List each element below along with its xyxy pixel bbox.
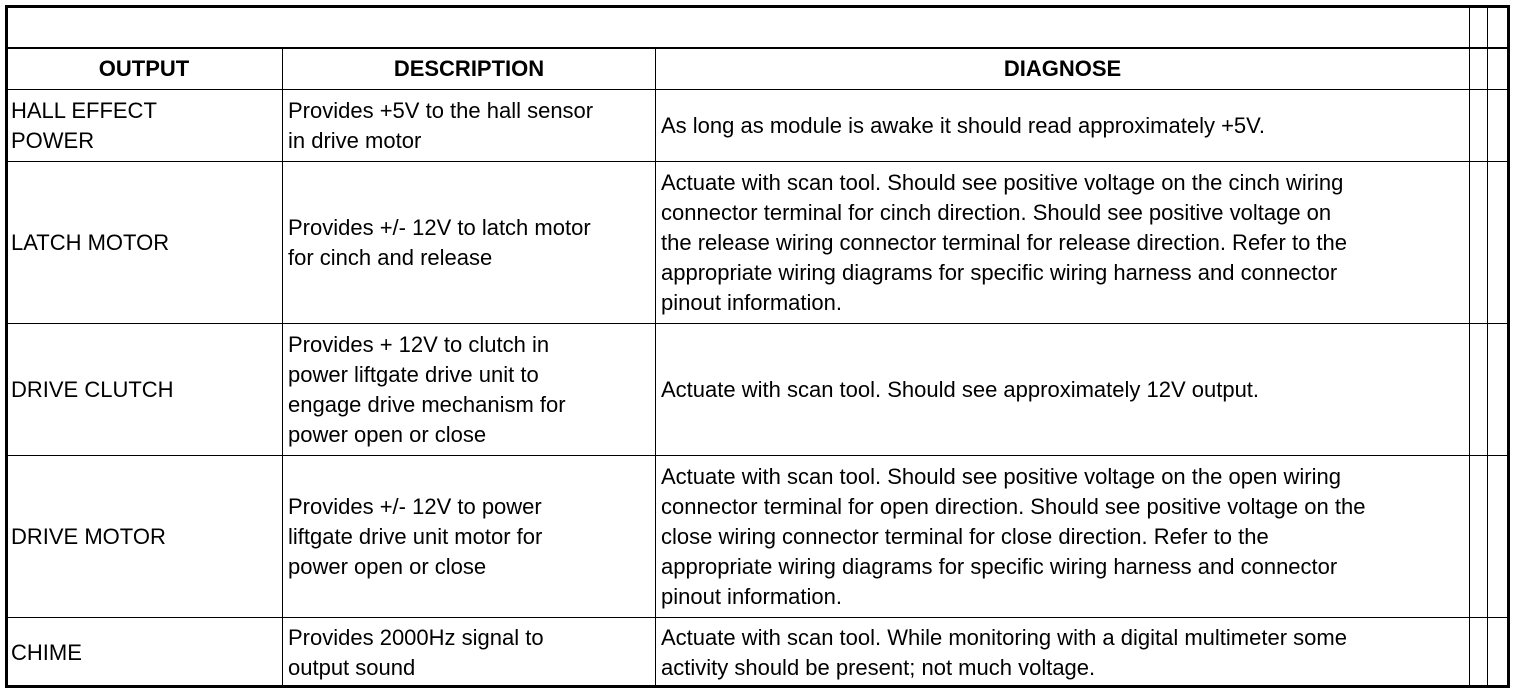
blank-margin-cell <box>1488 49 1508 90</box>
blank-margin-cell <box>1488 324 1508 456</box>
description-cell: Provides +/- 12V to latch motor for cinch and release <box>283 162 656 324</box>
table-row <box>6 456 1508 618</box>
description-cell: Provides + 12V to clutch in power liftgate drive unit to engage drive mechanism for power open or close <box>283 324 656 456</box>
table-row <box>6 90 1508 162</box>
blank-title-band <box>5 5 1507 48</box>
diagnose-cell: Actuate with scan tool. Should see approximately 12V output. <box>656 324 1470 456</box>
diagnose-cell: As long as module is awake it should read approximately +5V. <box>656 90 1470 162</box>
blank-margin-cell <box>1470 324 1488 456</box>
output-cell: DRIVE CLUTCH <box>6 324 283 456</box>
blank-margin-cell <box>1488 618 1508 688</box>
output-cell: HALL EFFECT POWER <box>6 90 283 162</box>
diagnose-cell: Actuate with scan tool. Should see positive voltage on the cinch wiring connector terminal for cinch direction. Should see positive voltage on the release wiring connector terminal for release direction. Refer to the appropriate wiring diagrams for specific wiring harness and connector pinout information. <box>656 162 1470 324</box>
header-output: OUTPUT <box>6 49 283 90</box>
table-row <box>6 324 1508 456</box>
table-header-row <box>6 49 1508 90</box>
blank-margin-cell <box>1488 162 1508 324</box>
diagnose-cell: Actuate with scan tool. While monitoring with a digital multimeter some activity should be present; not much voltage. <box>656 618 1470 688</box>
table-row <box>6 162 1508 324</box>
blank-margin-cell <box>1488 90 1508 162</box>
output-cell: CHIME <box>6 618 283 688</box>
output-cell: LATCH MOTOR <box>6 162 283 324</box>
table-row <box>6 618 1508 688</box>
output-diagnosis-table <box>5 48 1508 688</box>
blank-margin-cell <box>1470 456 1488 618</box>
header-description: DESCRIPTION <box>283 49 656 90</box>
header-diagnose: DIAGNOSE <box>656 49 1470 90</box>
blank-margin-cell <box>1470 90 1488 162</box>
description-cell: Provides +5V to the hall sensor in drive motor <box>283 90 656 162</box>
output-cell: DRIVE MOTOR <box>6 456 283 618</box>
diagnose-cell: Actuate with scan tool. Should see positive voltage on the open wiring connector terminal for open direction. Should see positive voltage on the close wiring connector terminal for close direction. Refer to the appropriate wiring diagrams for specific wiring harness and connector pinout information. <box>656 456 1470 618</box>
blank-margin-cell <box>1470 49 1488 90</box>
description-cell: Provides 2000Hz signal to output sound <box>283 618 656 688</box>
blank-margin-cell <box>1488 456 1508 618</box>
blank-margin-cell <box>1470 162 1488 324</box>
description-cell: Provides +/- 12V to power liftgate drive unit motor for power open or close <box>283 456 656 618</box>
blank-margin-cell <box>1470 618 1488 688</box>
